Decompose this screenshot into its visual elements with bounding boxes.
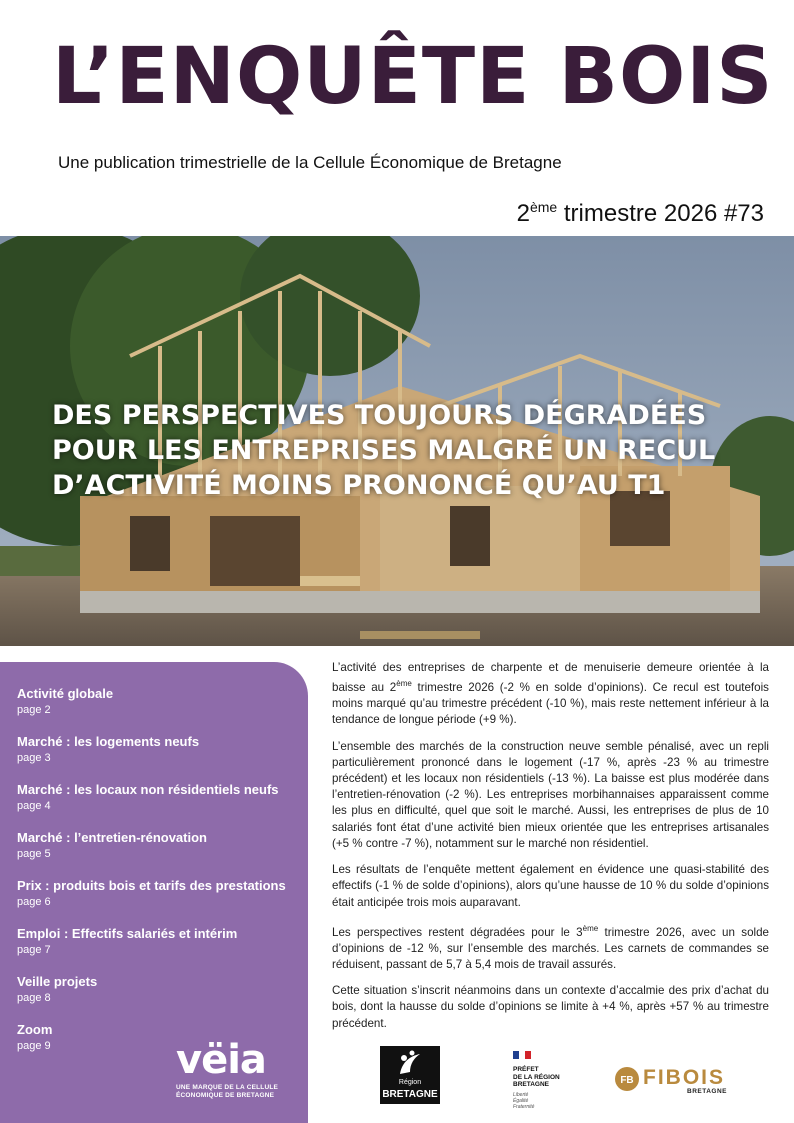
paragraph-2: L’ensemble des marchés de la construction neuve semble pénalisé, avec un repli particulièrement prononcé dans le logement (-17 %, après -23 % au trimestre précédent) et les locaux non résidentiels (-13 %). La baisse est plus modérée dans l’entretien-rénovation (-2 %). Les entreprises morbihannaises apparaissent comme les plus en difficulté, quel que soit le marché. Aussi, les entreprises de plus de 10 salariés font état d’une activité bien mieux orientée que les entreprises artisanales (+5 % contre -7 %), notamment sur le marché non résidentiel. xyxy=(332,739,769,850)
prefet-motto-1: Liberté xyxy=(513,1091,529,1098)
prefet-motto-2: Égalité xyxy=(513,1097,529,1104)
prefet-motto-3: Fraternité xyxy=(513,1103,535,1110)
paragraph-1 xyxy=(332,660,769,729)
toc-item-title: Zoom xyxy=(17,1022,53,1037)
toc-item-title: Marché : l’entretien-rénovation xyxy=(17,830,207,845)
veia-tagline-line-1: UNE MARQUE DE LA CELLULE xyxy=(176,1084,279,1091)
prefet-region-logo xyxy=(513,1046,573,1110)
veia-logo xyxy=(176,1037,291,1100)
toc-item-locaux-non-residentiels[interactable] xyxy=(17,782,279,812)
toc-item-emploi[interactable] xyxy=(17,926,237,956)
paragraph-4-text: Les perspectives restent dégradées pour le 3 xyxy=(332,925,583,939)
toc-item-title: Activité globale xyxy=(17,686,114,701)
headline-line-2: POUR LES ENTREPRISES MALGRÉ UN RECUL xyxy=(52,435,716,466)
paragraph-4-sup: ème xyxy=(582,923,599,933)
toc-item-title: Veille projets xyxy=(17,974,98,989)
toc-item-page: page 7 xyxy=(17,944,51,956)
veia-wordmark: vëia xyxy=(176,1037,266,1083)
bretagne-logo-region: Région xyxy=(398,1079,422,1086)
bretagne-emblem-icon xyxy=(380,1048,440,1080)
prefet-line-3: BRETAGNE xyxy=(513,1081,549,1088)
toc-item-veille-projets[interactable] xyxy=(17,974,97,1004)
veia-tagline xyxy=(176,1084,291,1100)
fibois-subtitle: BRETAGNE xyxy=(687,1088,727,1095)
headline xyxy=(52,398,772,503)
veia-tagline-line-2: ÉCONOMIQUE DE BRETAGNE xyxy=(176,1092,275,1099)
fibois-wordmark: FIBOIS xyxy=(643,1066,726,1089)
svg-text:FB: FB xyxy=(620,1075,634,1086)
toc-item-logements-neufs[interactable] xyxy=(17,734,199,764)
prefet-line-2: DE LA RÉGION xyxy=(513,1073,560,1081)
marianne-flag-icon xyxy=(513,1051,531,1059)
toc-item-entretien-renovation[interactable] xyxy=(17,830,207,860)
publication-title: L’ENQUÊTE BOIS xyxy=(52,32,774,122)
toc-item-page: page 6 xyxy=(17,896,51,908)
toc-item-prix[interactable] xyxy=(17,878,286,908)
bretagne-logo-name: BRETAGNE xyxy=(382,1089,438,1100)
toc-item-page: page 8 xyxy=(17,992,51,1004)
issue-suffix: ème xyxy=(529,199,558,215)
toc-item-page: page 2 xyxy=(17,704,51,716)
toc-item-page: page 9 xyxy=(17,1040,51,1052)
toc-item-page: page 5 xyxy=(17,848,51,860)
paragraph-4-text-rest: trimestre 2026, avec un solde d’opinions de -12 %, sur l’ensemble des marchés. Les carnets de commandes se réduisent, passant de 5,7 à 5,4 mois de travail assurés. xyxy=(332,925,769,971)
toc-item-title: Marché : les logements neufs xyxy=(17,734,200,749)
issue-number: 2 xyxy=(516,200,530,227)
fibois-emblem-icon xyxy=(614,1066,640,1092)
toc-item-page: page 3 xyxy=(17,752,51,764)
publication-subtitle: Une publication trimestrielle de la Cellule Économique de Bretagne xyxy=(58,153,562,172)
toc-item-page: page 4 xyxy=(17,800,51,812)
hero-image xyxy=(0,236,794,646)
headline-line-3: D’ACTIVITÉ MOINS PRONONCÉ QU’AU T1 xyxy=(52,470,666,501)
toc-item-title: Prix : produits bois et tarifs des prestations xyxy=(17,878,286,893)
toc-item-activite-globale[interactable] xyxy=(17,686,113,716)
headline-line-1: DES PERSPECTIVES TOUJOURS DÉGRADÉES xyxy=(52,400,707,431)
paragraph-1-text-rest: trimestre 2026 (-2 % en solde d’opinions). Ce recul est toutefois moins marqué qu’au trimestre précédent (-10 %), mais reste nettement inférieur à la tendance de longue période (+9 %). xyxy=(332,681,769,727)
prefet-logo-text xyxy=(513,1066,573,1089)
prefet-motto xyxy=(513,1092,573,1110)
paragraph-3: Les résultats de l’enquête mettent également en évidence une quasi-stabilité des effectifs (-1 % de solde d’opinions), alors qu’une hausse de 10 % du solde d’opinions était anticipée trois mois auparavant. xyxy=(332,863,769,909)
toc-item-zoom[interactable] xyxy=(17,1022,52,1052)
toc-item-title: Emploi : Effectifs salariés et intérim xyxy=(17,926,238,941)
paragraph-1-text: L’activité des entreprises de charpente et de menuiserie demeure orientée à la baisse au 2 xyxy=(332,661,769,695)
issue-rest: trimestre 2026 #73 xyxy=(557,200,764,227)
paragraph-4 xyxy=(332,921,769,973)
article-body xyxy=(332,660,769,1042)
toc-item-title: Marché : les locaux non résidentiels neufs xyxy=(17,782,279,797)
issue-label xyxy=(517,199,764,228)
paragraph-5: Cette situation s’inscrit néanmoins dans un contexte d’accalmie des prix d’achat du bois, dont la hausse du solde d’opinions se limite à +4 %, après +57 % au trimestre précédent. xyxy=(332,984,769,1030)
paragraph-1-sup: ème xyxy=(396,679,412,689)
prefet-line-1: PRÉFET xyxy=(513,1066,539,1073)
fibois-logo xyxy=(614,1064,734,1104)
region-bretagne-logo xyxy=(380,1046,440,1104)
